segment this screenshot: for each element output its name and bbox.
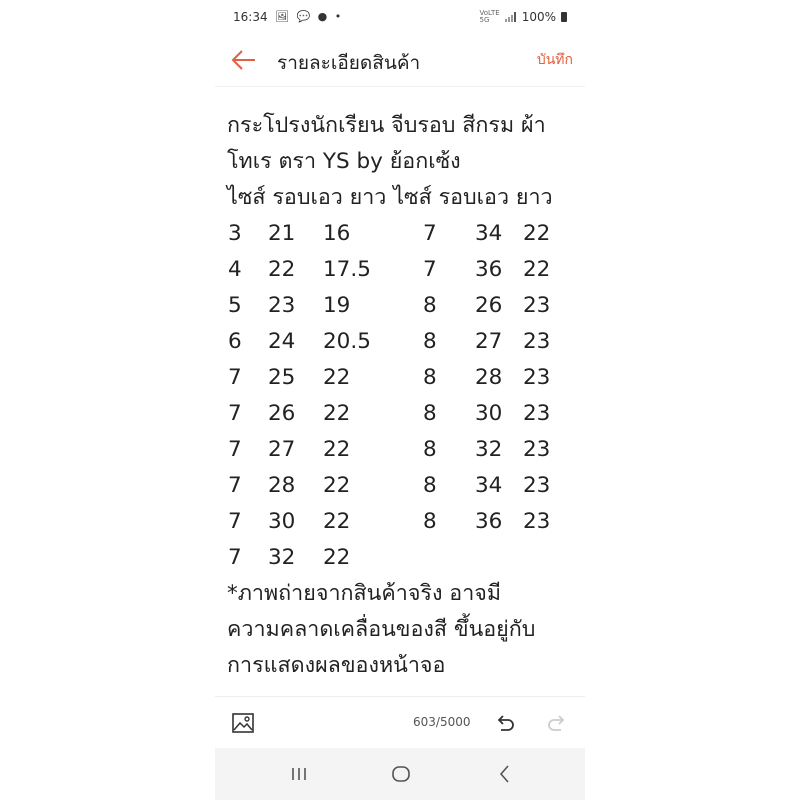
size-table-cell: 7 (228, 545, 242, 570)
size-table-cell: 7 (228, 473, 242, 498)
size-table-cell: 24 (268, 329, 296, 354)
size-table-cell: 27 (475, 329, 503, 354)
description-editor[interactable] (227, 108, 577, 684)
size-table-cell: 34 (475, 473, 503, 498)
size-table-cell: 32 (475, 437, 503, 462)
image-icon[interactable] (231, 711, 255, 735)
size-table-cell: 28 (475, 365, 503, 390)
size-table-cell: 19 (323, 293, 351, 318)
size-table-row (227, 504, 577, 540)
size-table-row (227, 432, 577, 468)
status-bar (215, 0, 585, 34)
note-line: การแสดงผลของหน้าจอ (227, 653, 446, 678)
size-table-cell: 7 (423, 257, 437, 282)
size-table-cell: 23 (523, 437, 551, 462)
size-table-cell: 20.5 (323, 329, 371, 354)
size-table-cell: 4 (228, 257, 242, 282)
size-table-cell: 5 (228, 293, 242, 318)
character-counter: 603/5000 (413, 715, 471, 729)
size-table-row (227, 288, 577, 324)
size-table-cell: 30 (268, 509, 296, 534)
size-table-cell: 23 (268, 293, 296, 318)
app-bar (215, 36, 585, 84)
size-table-row (227, 360, 577, 396)
size-table-cell: 6 (228, 329, 242, 354)
size-table-row (227, 396, 577, 432)
size-table-row (227, 324, 577, 360)
system-nav-bar (215, 748, 585, 800)
size-table-cell: 8 (423, 329, 437, 354)
size-table (227, 216, 577, 576)
undo-icon[interactable] (493, 711, 517, 735)
size-table-cell: 23 (523, 401, 551, 426)
divider (215, 86, 585, 87)
size-table-cell: 7 (423, 221, 437, 246)
size-table-cell: 7 (228, 437, 242, 462)
size-table-cell: 22 (523, 221, 551, 246)
size-table-cell: 26 (268, 401, 296, 426)
arrow-left-icon[interactable] (229, 45, 259, 75)
size-table-cell: 22 (523, 257, 551, 282)
size-table-cell: 3 (228, 221, 242, 246)
size-table-cell: 23 (523, 293, 551, 318)
note-line: ความคลาดเคลื่อนของสี ขึ้นอยู่กับ (227, 617, 536, 642)
home-icon[interactable] (389, 762, 413, 786)
size-table-cell: 7 (228, 509, 242, 534)
size-table-cell: 27 (268, 437, 296, 462)
signal-icon (505, 12, 517, 22)
size-table-cell: 21 (268, 221, 296, 246)
size-table-cell: 8 (423, 401, 437, 426)
size-table-cell: 22 (323, 473, 351, 498)
size-table-cell: 25 (268, 365, 296, 390)
save-button[interactable]: บันทึก (536, 52, 573, 68)
size-table-cell: 17.5 (323, 257, 371, 282)
phone-screen (215, 0, 585, 800)
size-table-row (227, 468, 577, 504)
size-table-cell: 22 (323, 545, 351, 570)
size-table-cell: 22 (323, 401, 351, 426)
size-table-cell: 36 (475, 257, 503, 282)
note-line: *ภาพถ่ายจากสินค้าจริง อาจมี (227, 581, 502, 606)
description-line: กระโปรงนักเรียน จีบรอบ สีกรม ผ้า (227, 113, 546, 138)
size-table-cell: 8 (423, 365, 437, 390)
recents-icon[interactable] (287, 762, 311, 786)
size-table-cell: 23 (523, 365, 551, 390)
size-table-cell: 23 (523, 509, 551, 534)
chevron-left-icon[interactable] (493, 762, 517, 786)
size-table-cell: 23 (523, 329, 551, 354)
page-title: รายละเอียดสินค้า (277, 52, 421, 74)
size-table-cell: 8 (423, 473, 437, 498)
battery-icon (561, 12, 567, 22)
size-table-cell: 34 (475, 221, 503, 246)
status-time: 16:34 (233, 10, 268, 24)
size-table-cell: 30 (475, 401, 503, 426)
size-table-cell: 26 (475, 293, 503, 318)
battery-text: 100% (521, 10, 556, 24)
editor-toolbar (215, 696, 585, 749)
size-table-cell: 22 (268, 257, 296, 282)
notification-icons: 🖼 💬 ● • (275, 10, 344, 23)
size-table-cell: 22 (323, 509, 351, 534)
size-table-cell: 8 (423, 437, 437, 462)
size-table-row (227, 216, 577, 252)
size-table-header: ไซส์ รอบเอว ยาว ไซส์ รอบเอว ยาว (227, 185, 553, 210)
size-table-row (227, 540, 577, 576)
size-table-cell: 28 (268, 473, 296, 498)
status-right (480, 10, 567, 24)
size-table-row (227, 252, 577, 288)
size-table-cell: 32 (268, 545, 296, 570)
redo-icon[interactable] (545, 711, 569, 735)
size-table-cell: 22 (323, 365, 351, 390)
size-table-cell: 16 (323, 221, 351, 246)
size-table-cell: 22 (323, 437, 351, 462)
size-table-cell: 36 (475, 509, 503, 534)
size-table-cell: 8 (423, 293, 437, 318)
size-table-cell: 7 (228, 401, 242, 426)
size-table-cell: 8 (423, 509, 437, 534)
network-icon: VoLTE 5G (479, 9, 500, 24)
size-table-cell: 7 (228, 365, 242, 390)
description-line: โทเร ตรา YS by ย้อกเซ้ง (227, 149, 461, 174)
size-table-cell: 23 (523, 473, 551, 498)
